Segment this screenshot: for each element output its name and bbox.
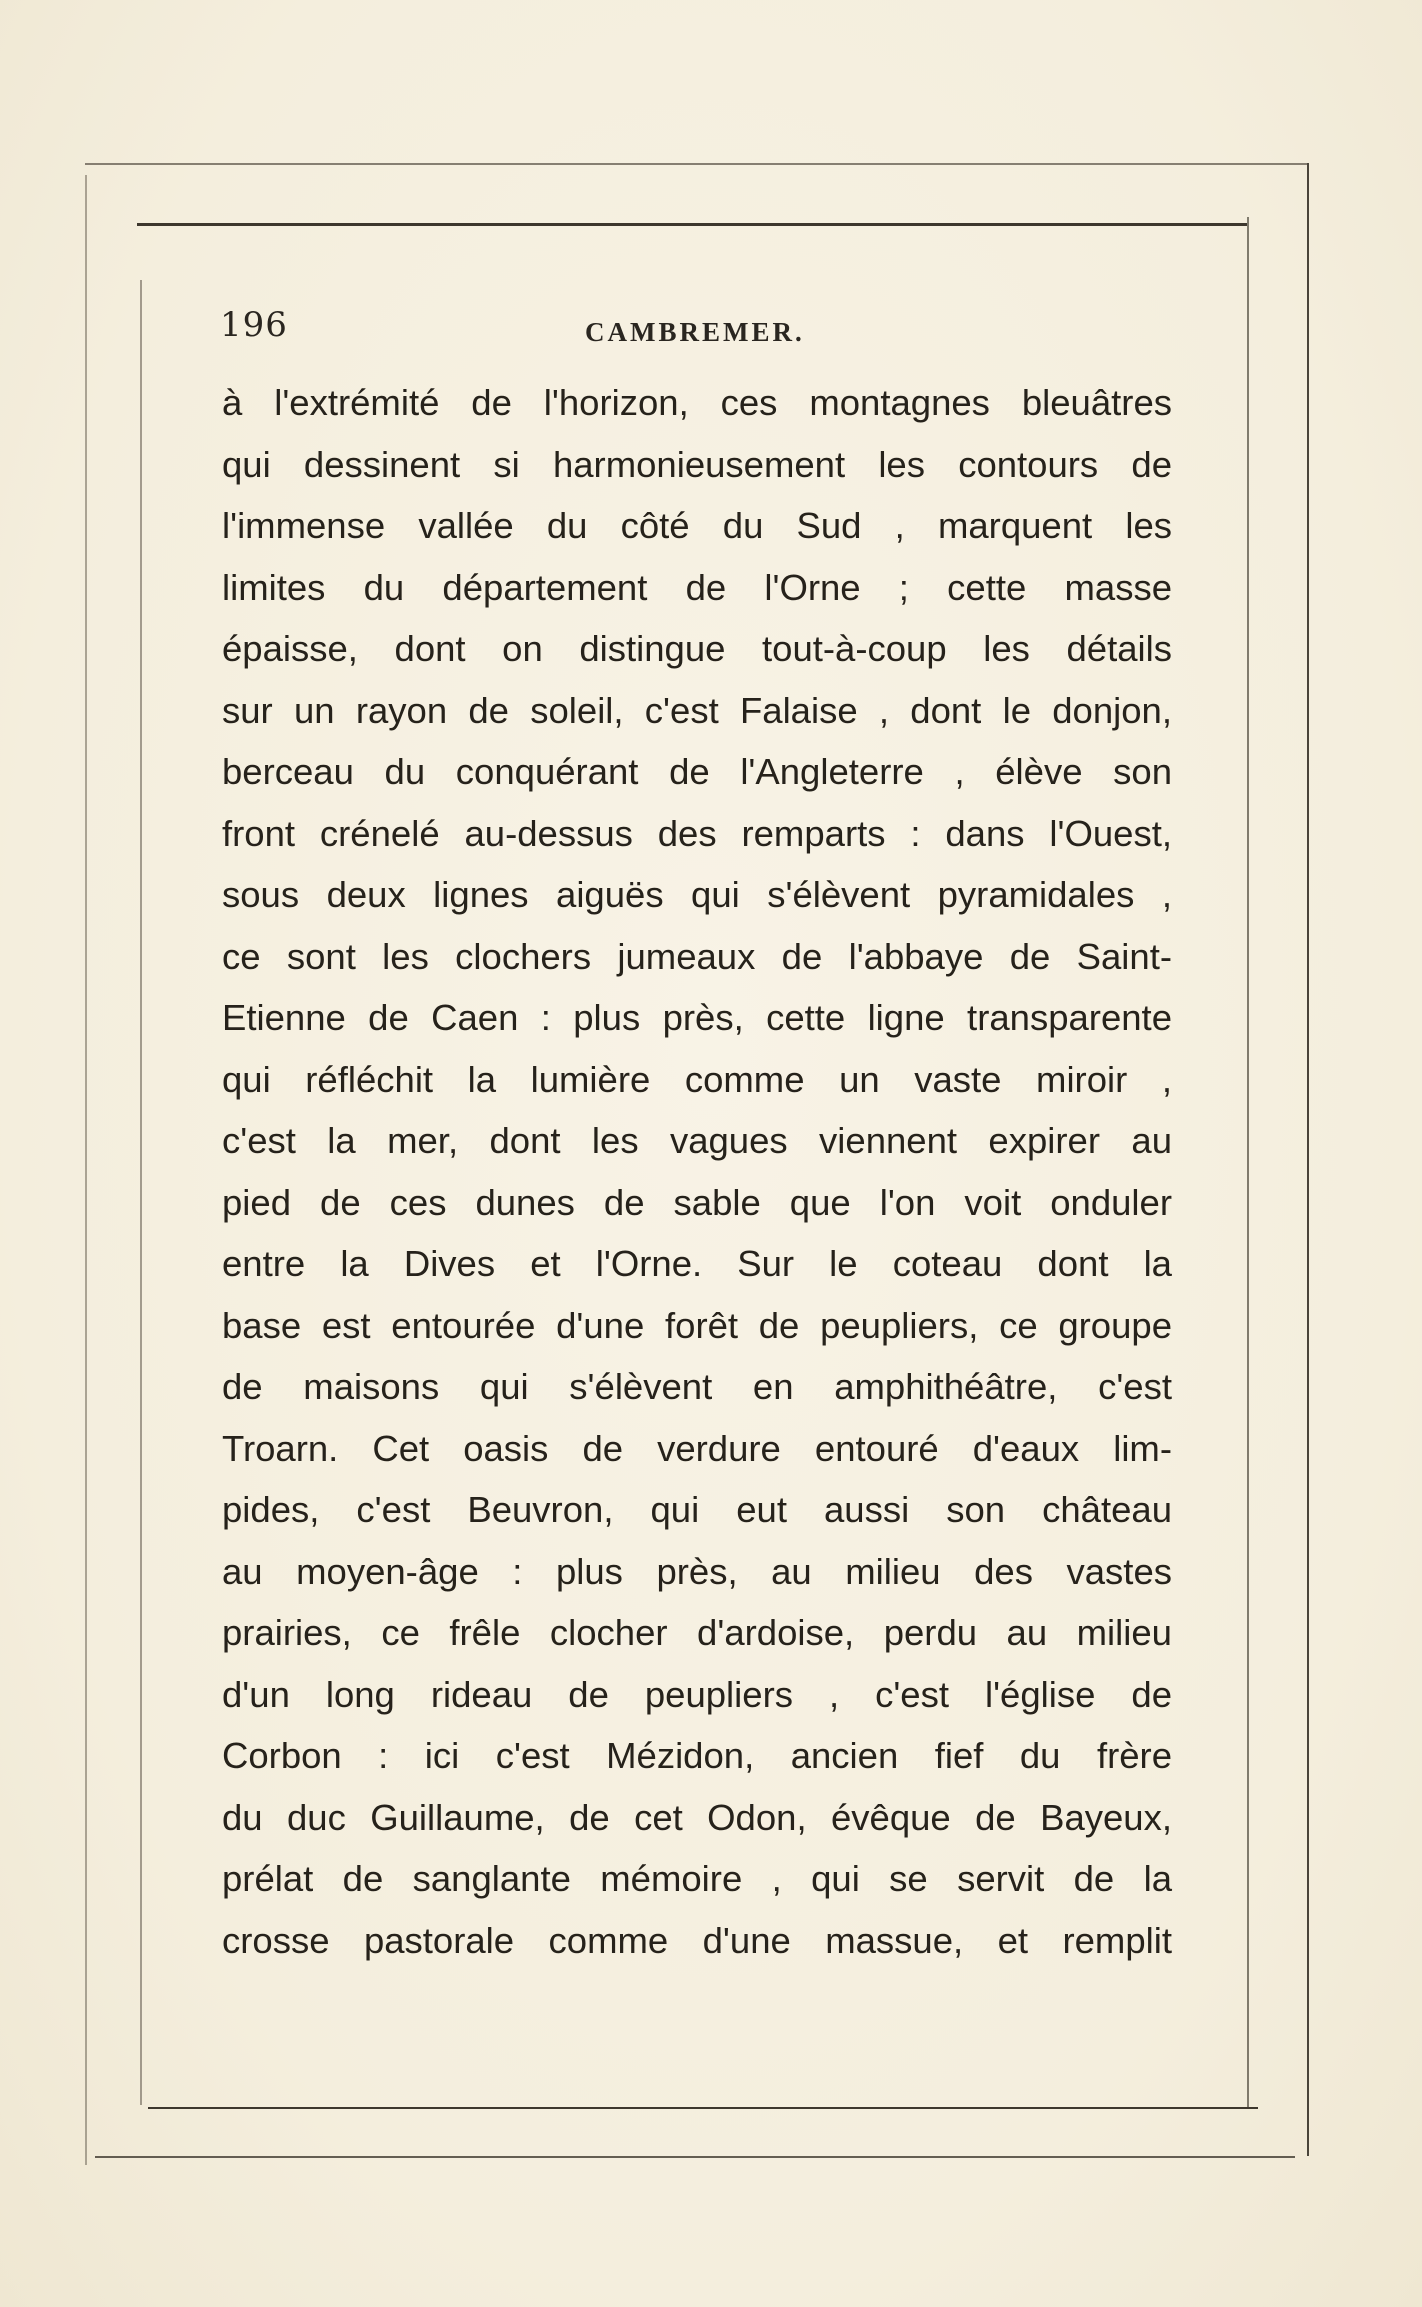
inner-frame-right-rule xyxy=(1247,217,1249,2107)
text-line: entre la Dives et l'Orne. Sur le coteau dont la xyxy=(222,1243,1172,1284)
text-line: prélat de sanglante mémoire , qui se servit de la xyxy=(222,1858,1172,1899)
text-line: sur un rayon de soleil, c'est Falaise , dont le donjon, xyxy=(222,689,1172,731)
text-line: base est entourée d'une forêt de peupliers, ce groupe xyxy=(222,1304,1172,1346)
text-line: à l'extrémité de l'horizon, ces montagnes bleuâtres xyxy=(222,382,1172,423)
text-line: front crénelé au-dessus des remparts : dans l'Ouest, xyxy=(222,812,1172,854)
text-line: crosse pastorale comme d'une massue, et remplit xyxy=(222,1919,1172,1961)
text-line: l'immense vallée du côté du Sud , marquent les xyxy=(222,505,1172,546)
text-line: épaisse, dont on distingue tout-à-coup les détails xyxy=(222,628,1172,669)
text-line: qui dessinent si harmonieusement les contours de xyxy=(222,443,1172,485)
text-line: d'un long rideau de peupliers , c'est l'église de xyxy=(222,1673,1172,1715)
text-line: Corbon : ici c'est Mézidon, ancien fief du frère xyxy=(222,1735,1172,1776)
text-line: Etienne de Caen : plus près, cette ligne transparente xyxy=(222,997,1172,1038)
body-text xyxy=(222,372,1172,1971)
text-line: du duc Guillaume, de cet Odon, évêque de Bayeux, xyxy=(222,1796,1172,1838)
running-head: CAMBREMER. xyxy=(585,317,805,347)
text-line: limites du département de l'Orne ; cette masse xyxy=(222,566,1172,608)
outer-frame-top-rule xyxy=(85,163,1307,165)
outer-frame-left-rule xyxy=(85,175,87,2165)
inner-frame-left-rule xyxy=(140,280,142,2105)
outer-frame-right-rule xyxy=(1307,163,1309,2156)
text-line: pied de ces dunes de sable que l'on voit onduler xyxy=(222,1181,1172,1223)
text-line: berceau du conquérant de l'Angleterre , élève son xyxy=(222,751,1172,792)
text-line: sous deux lignes aiguës qui s'élèvent pyramidales , xyxy=(222,874,1172,915)
text-line: de maisons qui s'élèvent en amphithéâtre, c'est xyxy=(222,1366,1172,1407)
text-line: c'est la mer, dont les vagues viennent expirer au xyxy=(222,1120,1172,1161)
inner-frame-top-rule xyxy=(137,223,1247,226)
text-line: prairies, ce frêle clocher d'ardoise, perdu au milieu xyxy=(222,1612,1172,1653)
inner-frame-bottom-rule xyxy=(148,2107,1258,2109)
text-line: ce sont les clochers jumeaux de l'abbaye de Saint- xyxy=(222,935,1172,977)
text-line: qui réfléchit la lumière comme un vaste miroir , xyxy=(222,1058,1172,1100)
outer-frame-bottom-rule xyxy=(95,2156,1295,2158)
text-line: au moyen-âge : plus près, au milieu des vastes xyxy=(222,1550,1172,1592)
page-number: 196 xyxy=(220,305,288,345)
text-line: pides, c'est Beuvron, qui eut aussi son château xyxy=(222,1489,1172,1530)
text-line: Troarn. Cet oasis de verdure entouré d'eaux lim- xyxy=(222,1427,1172,1469)
